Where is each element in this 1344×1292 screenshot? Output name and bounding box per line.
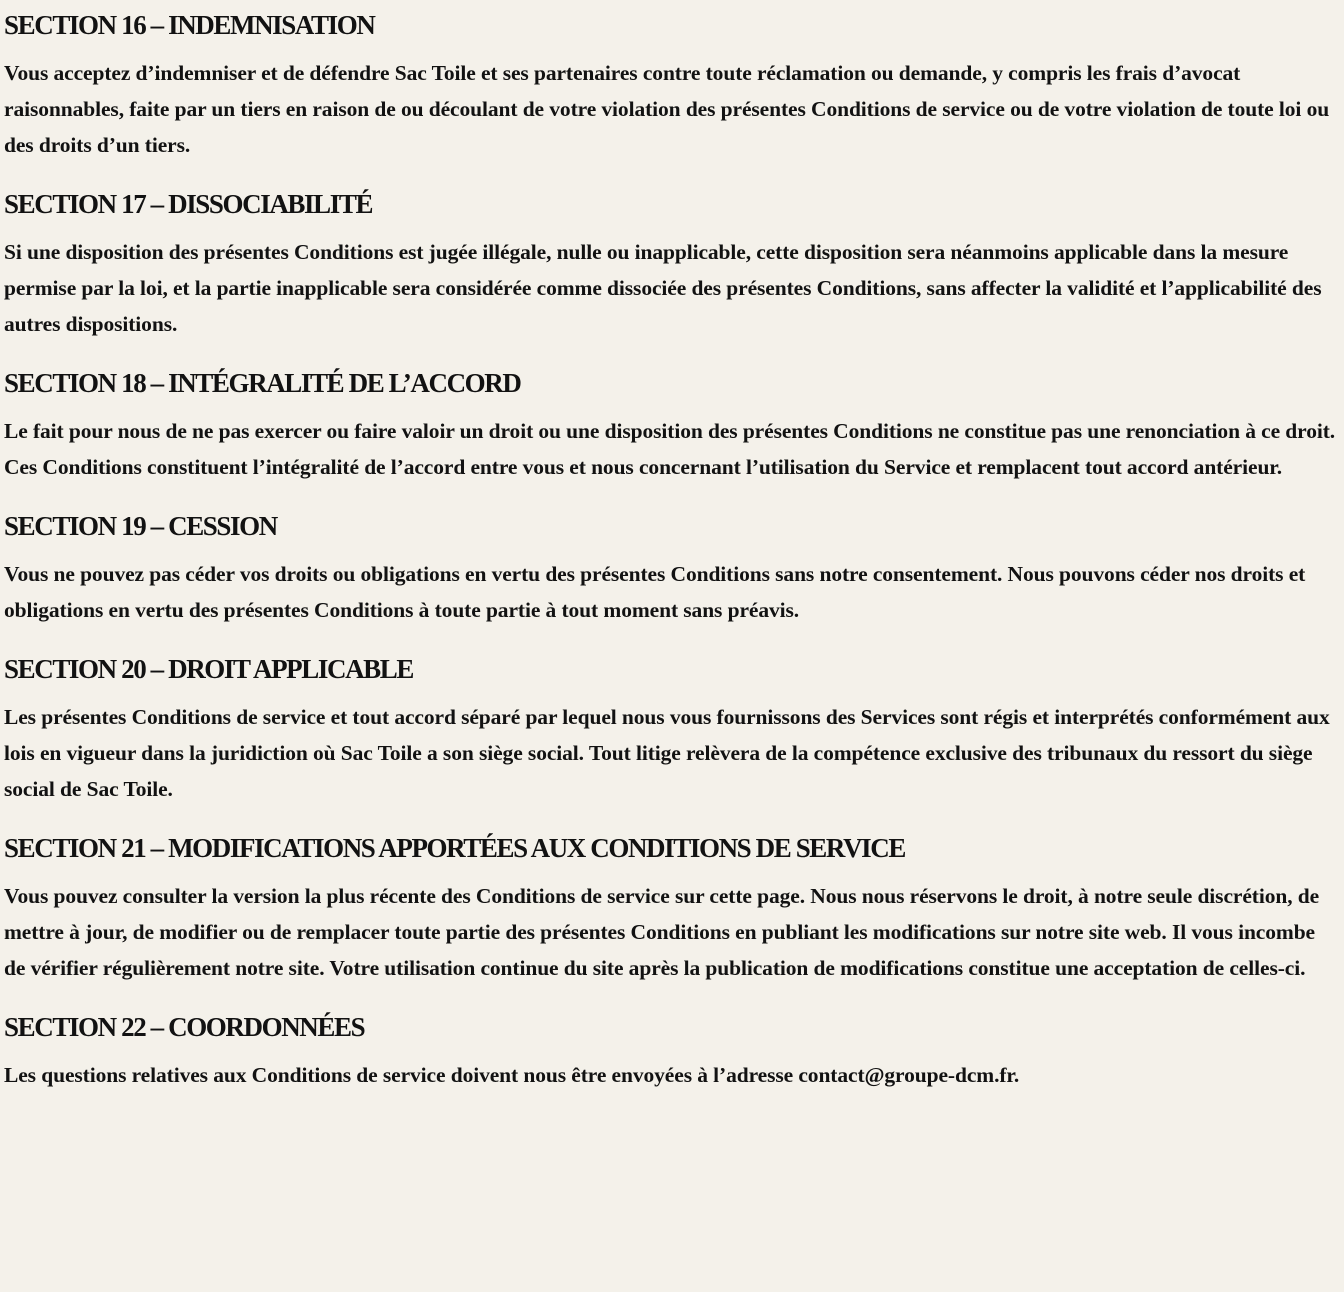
section-18 bbox=[4, 358, 1340, 485]
section-title: SECTION 21 – MODIFICATIONS APPORTÉES AUX CONDITIONS DE SERVICE bbox=[4, 833, 905, 863]
section-body: Vous pouvez consulter la version la plus récente des Conditions de service sur cette page. Nous nous réservons le droit, à notre seule discrétion, de mettre à jour, de modifier ou de remplacer toute partie des présentes Conditions en publiant les modifications sur notre site web. Il vous incombe de vérifier régulièrement notre site. Votre utilisation continue du site après la publication de modifications constitue une acceptation de celles-ci. bbox=[4, 884, 1320, 980]
section-body: Le fait pour nous de ne pas exercer ou faire valoir un droit ou une disposition des présentes Conditions ne constitue pas une renonciation à ce droit. Ces Conditions constituent l’intégralité de l’accord entre vous et nous concernant l’utilisation du Service et remplacent tout accord antérieur. bbox=[4, 419, 1336, 479]
section-title: SECTION 18 – INTÉGRALITÉ DE L’ACCORD bbox=[4, 368, 521, 398]
section-body: Si une disposition des présentes Conditions est jugée illégale, nulle ou inapplicable, cette disposition sera néanmoins applicable dans la mesure permise par la loi, et la partie inapplicable sera considérée comme dissociée des présentes Conditions, sans affecter la validité et l’applicabilité des autres dispositions. bbox=[4, 240, 1322, 336]
section-title: SECTION 17 – DISSOCIABILITÉ bbox=[4, 189, 373, 219]
section-title: SECTION 16 – INDEMNISATION bbox=[4, 10, 375, 40]
section-title: SECTION 20 – DROIT APPLICABLE bbox=[4, 654, 414, 684]
section-body: Vous acceptez d’indemniser et de défendre Sac Toile et ses partenaires contre toute réclamation ou demande, y compris les frais d’avocat raisonnables, faite par un tiers en raison de ou découlant de votre violation des présentes Conditions de service ou de votre violation de toute loi ou des droits d’un tiers. bbox=[4, 61, 1330, 157]
section-21 bbox=[4, 823, 1340, 986]
section-title: SECTION 22 – COORDONNÉES bbox=[4, 1012, 365, 1042]
section-body: Vous ne pouvez pas céder vos droits ou obligations en vertu des présentes Conditions sans notre consentement. Nous pouvons céder nos droits et obligations en vertu des présentes Conditions à toute partie à tout moment sans préavis. bbox=[4, 562, 1306, 622]
section-20 bbox=[4, 644, 1340, 807]
section-title: SECTION 19 – CESSION bbox=[4, 511, 277, 541]
section-17 bbox=[4, 179, 1340, 342]
section-16 bbox=[4, 0, 1340, 163]
section-body: Les questions relatives aux Conditions de service doivent nous être envoyées à l’adresse contact@groupe-dcm.fr. bbox=[4, 1063, 1020, 1087]
section-22 bbox=[4, 1002, 1340, 1093]
section-body: Les présentes Conditions de service et tout accord séparé par lequel nous vous fournissons des Services sont régis et interprétés conformément aux lois en vigueur dans la juridiction où Sac Toile a son siège social. Tout litige relèvera de la compétence exclusive des tribunaux du ressort du siège social de Sac Toile. bbox=[4, 705, 1330, 801]
section-19 bbox=[4, 501, 1340, 628]
